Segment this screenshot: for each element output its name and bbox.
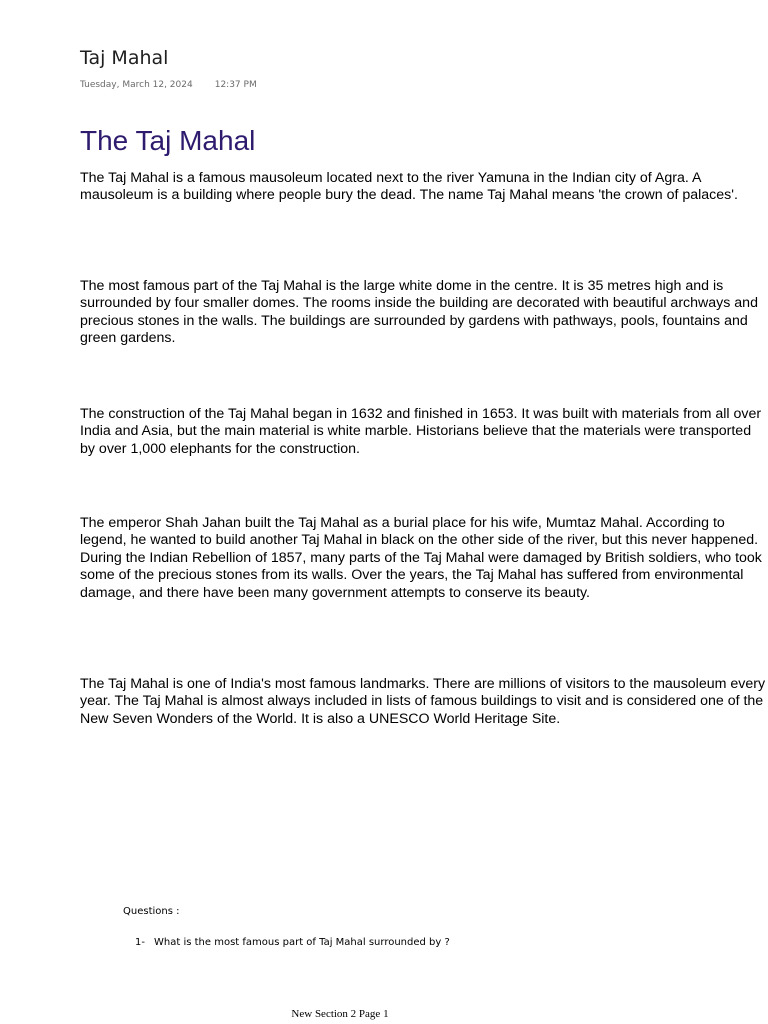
question-item [135,937,450,948]
page-title: Taj Mahal [80,47,169,69]
question-number: 1- [135,937,145,948]
page-date: Tuesday, March 12, 2024 [80,80,193,90]
page-time: 12:37 PM [214,80,257,90]
paragraph-landmark: The Taj Mahal is one of India's most famous landmarks. There are millions of visitors to the mausoleum every year. The Taj Mahal is almost always included in lists of famous buildings to visit and is considered one of the New Seven Wonders of the World. It is also a UNESCO World Heritage Site. [80,676,766,727]
questions-label: Questions : [123,906,180,917]
page-footer: New Section 2 Page 1 [291,1008,389,1020]
article-heading: The Taj Mahal [80,125,256,156]
page-meta [80,80,257,90]
paragraph-dome: The most famous part of the Taj Mahal is the large white dome in the centre. It is 35 metres high and is surrounded by four smaller domes. The rooms inside the building are decorated with beautiful archways and precious stones in the walls. The buildings are surrounded by gardens with pathways, pools, fountains and green gardens. [80,278,758,347]
question-text: What is the most famous part of Taj Mahal surrounded by ? [154,937,450,948]
paragraph-intro: The Taj Mahal is a famous mausoleum located next to the river Yamuna in the Indian city of Agra. A mausoleum is a building where people bury the dead. The name Taj Mahal means 'the crown of palaces'. [80,170,738,204]
paragraph-construction: The construction of the Taj Mahal began in 1632 and finished in 1653. It was built with materials from all over India and Asia, but the main material is white marble. Historians believe that the materials were transported by over 1,000 elephants for the construction. [80,406,762,457]
paragraph-history: The emperor Shah Jahan built the Taj Mahal as a burial place for his wife, Mumtaz Mahal. According to legend, he wanted to build another Taj Mahal in black on the other side of the river, but this never happened. During the Indian Rebellion of 1857, many parts of the Taj Mahal were damaged by British soldiers, who took some of the precious stones from its walls. Over the years, the Taj Mahal has suffered from environmental damage, and there have been many government attempts to conserve its beauty. [80,515,762,601]
